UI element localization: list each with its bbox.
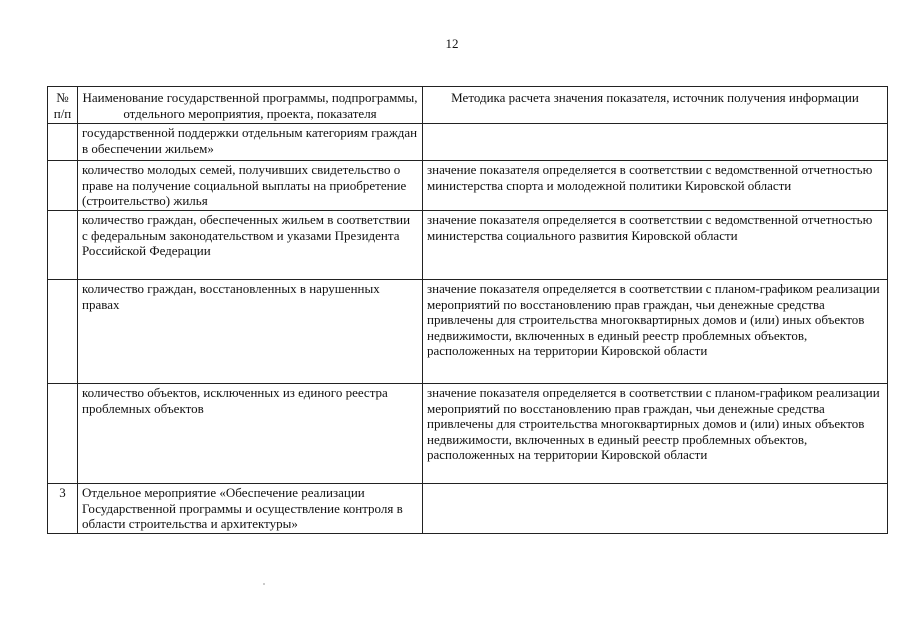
row-method	[423, 124, 888, 161]
row-num	[48, 161, 78, 211]
row-name: количество молодых семей, получивших свидетельство о праве на получение социальной выплаты на приобретение (строительство) жилья	[78, 161, 423, 211]
row-num: 3	[48, 484, 78, 534]
scan-speck	[263, 583, 265, 585]
header-name: Наименование государственной программы, подпрограммы, отдельного мероприятия, проекта, показателя	[78, 87, 423, 124]
header-num: № п/п	[48, 87, 78, 124]
row-method	[423, 484, 888, 534]
row-num	[48, 384, 78, 484]
row-method: значение показателя определяется в соответствии с планом-графиком реализации мероприятий по восстановлению прав граждан, чьи денежные средства привлечены для строительства многоквартирных домов и (или) иных объектов недвижимости, включенных в единый реестр проблемных объектов, расположенных на территории Кировской области	[423, 384, 888, 484]
row-method: значение показателя определяется в соответствии с планом-графиком реализации мероприятий по восстановлению прав граждан, чьи денежные средства привлечены для строительства многоквартирных домов и (или) иных объектов недвижимости, включенных в единый реестр проблемных объектов, расположенных на территории Кировской области	[423, 280, 888, 384]
row-method: значение показателя определяется в соответствии с ведомственной отчетностью министерства спорта и молодежной политики Кировской области	[423, 161, 888, 211]
table-row	[48, 161, 888, 211]
row-name: количество граждан, обеспеченных жильем в соответствии с федеральным законодательством и указами Президента Российской Федерации	[78, 211, 423, 280]
row-name: государственной поддержки отдельным категориям граждан в обеспечении жильем»	[78, 124, 423, 161]
table-header-row	[48, 87, 888, 124]
row-num	[48, 280, 78, 384]
row-name: Отдельное мероприятие «Обеспечение реализации Государственной программы и осуществление контроля в области строительства и архитектуры»	[78, 484, 423, 534]
table-row	[48, 280, 888, 384]
row-name: количество объектов, исключенных из единого реестра проблемных объектов	[78, 384, 423, 484]
row-name: количество граждан, восстановленных в нарушенных правах	[78, 280, 423, 384]
row-num	[48, 124, 78, 161]
indicator-table	[47, 86, 888, 534]
table-row	[48, 211, 888, 280]
table-row	[48, 484, 888, 534]
row-method: значение показателя определяется в соответствии с ведомственной отчетностью министерства социального развития Кировской области	[423, 211, 888, 280]
header-method: Методика расчета значения показателя, источник получения информации	[423, 87, 888, 124]
row-num	[48, 211, 78, 280]
table-row	[48, 124, 888, 161]
table-row	[48, 384, 888, 484]
page-number: 12	[445, 36, 459, 51]
